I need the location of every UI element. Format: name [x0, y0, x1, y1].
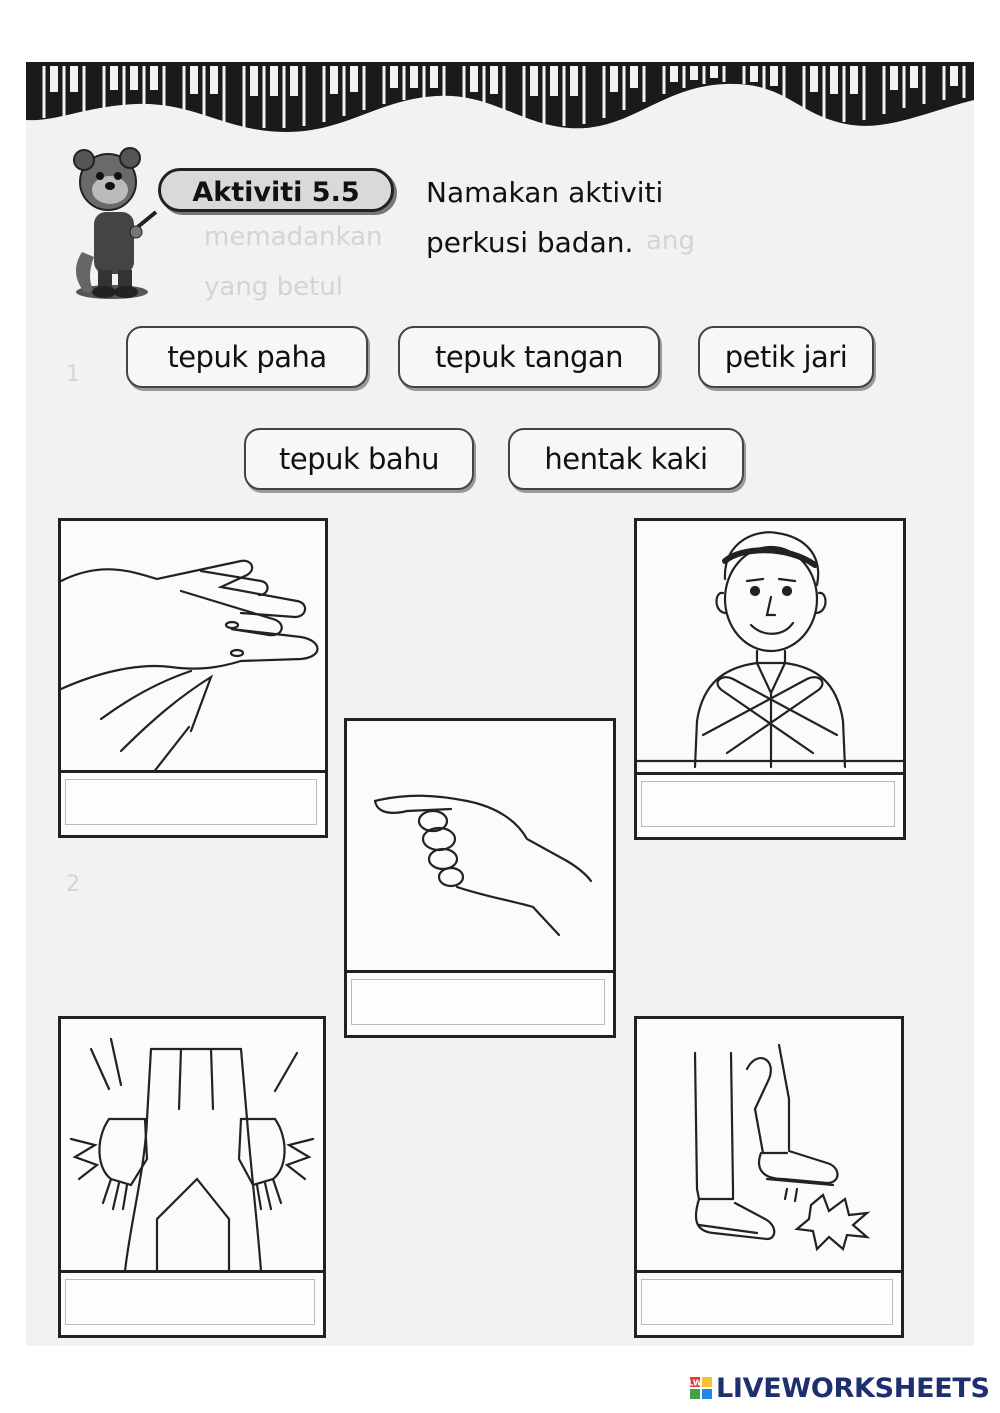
boy-crossed-arms-icon [637, 521, 903, 775]
answer-input[interactable] [641, 1279, 893, 1325]
answer-input[interactable] [65, 779, 317, 825]
liveworksheets-logo-icon [690, 1377, 712, 1399]
picture-card [344, 718, 616, 1038]
instruction-text [426, 168, 806, 268]
worksheet-page [26, 62, 974, 1346]
foot-stomp-icon [637, 1019, 901, 1271]
word-chip[interactable]: petik jari [698, 326, 874, 388]
liveworksheets-brand [690, 1372, 990, 1404]
snapping-fingers-icon [347, 721, 613, 971]
word-chip[interactable]: tepuk tangan [398, 326, 660, 388]
word-chip[interactable]: tepuk bahu [244, 428, 474, 490]
faded-background-text: memadankan [204, 222, 383, 252]
faded-background-number: 1 [66, 362, 80, 387]
word-chip[interactable]: hentak kaki [508, 428, 744, 490]
logo-letter: LW [688, 1378, 702, 1388]
faded-background-text: yang betul [204, 272, 343, 302]
picture-card [634, 518, 906, 840]
picture-card [58, 1016, 326, 1338]
faded-background-number: 2 [66, 872, 80, 897]
answer-input[interactable] [641, 781, 895, 827]
activity-badge: Aktiviti 5.5 [158, 168, 394, 212]
word-chip[interactable]: tepuk paha [126, 326, 368, 388]
thigh-slap-icon [61, 1019, 323, 1271]
answer-box [347, 970, 613, 1035]
picture-card [634, 1016, 904, 1338]
instruction-line: Namakan aktiviti [426, 176, 664, 209]
answer-box [637, 1270, 901, 1335]
answer-box [61, 770, 325, 835]
instruction-line: perkusi badan. [426, 226, 634, 259]
answer-input[interactable] [65, 1279, 315, 1325]
faded-background-text: ang [646, 226, 695, 256]
answer-box [637, 772, 903, 837]
picture-card [58, 518, 328, 838]
clapping-hands-icon [61, 521, 325, 773]
brand-name: LIVEWORKSHEETS [716, 1372, 990, 1404]
answer-input[interactable] [351, 979, 605, 1025]
answer-box [61, 1270, 323, 1335]
mascot-character-icon [64, 142, 159, 302]
piano-keyboard-banner [26, 62, 974, 142]
